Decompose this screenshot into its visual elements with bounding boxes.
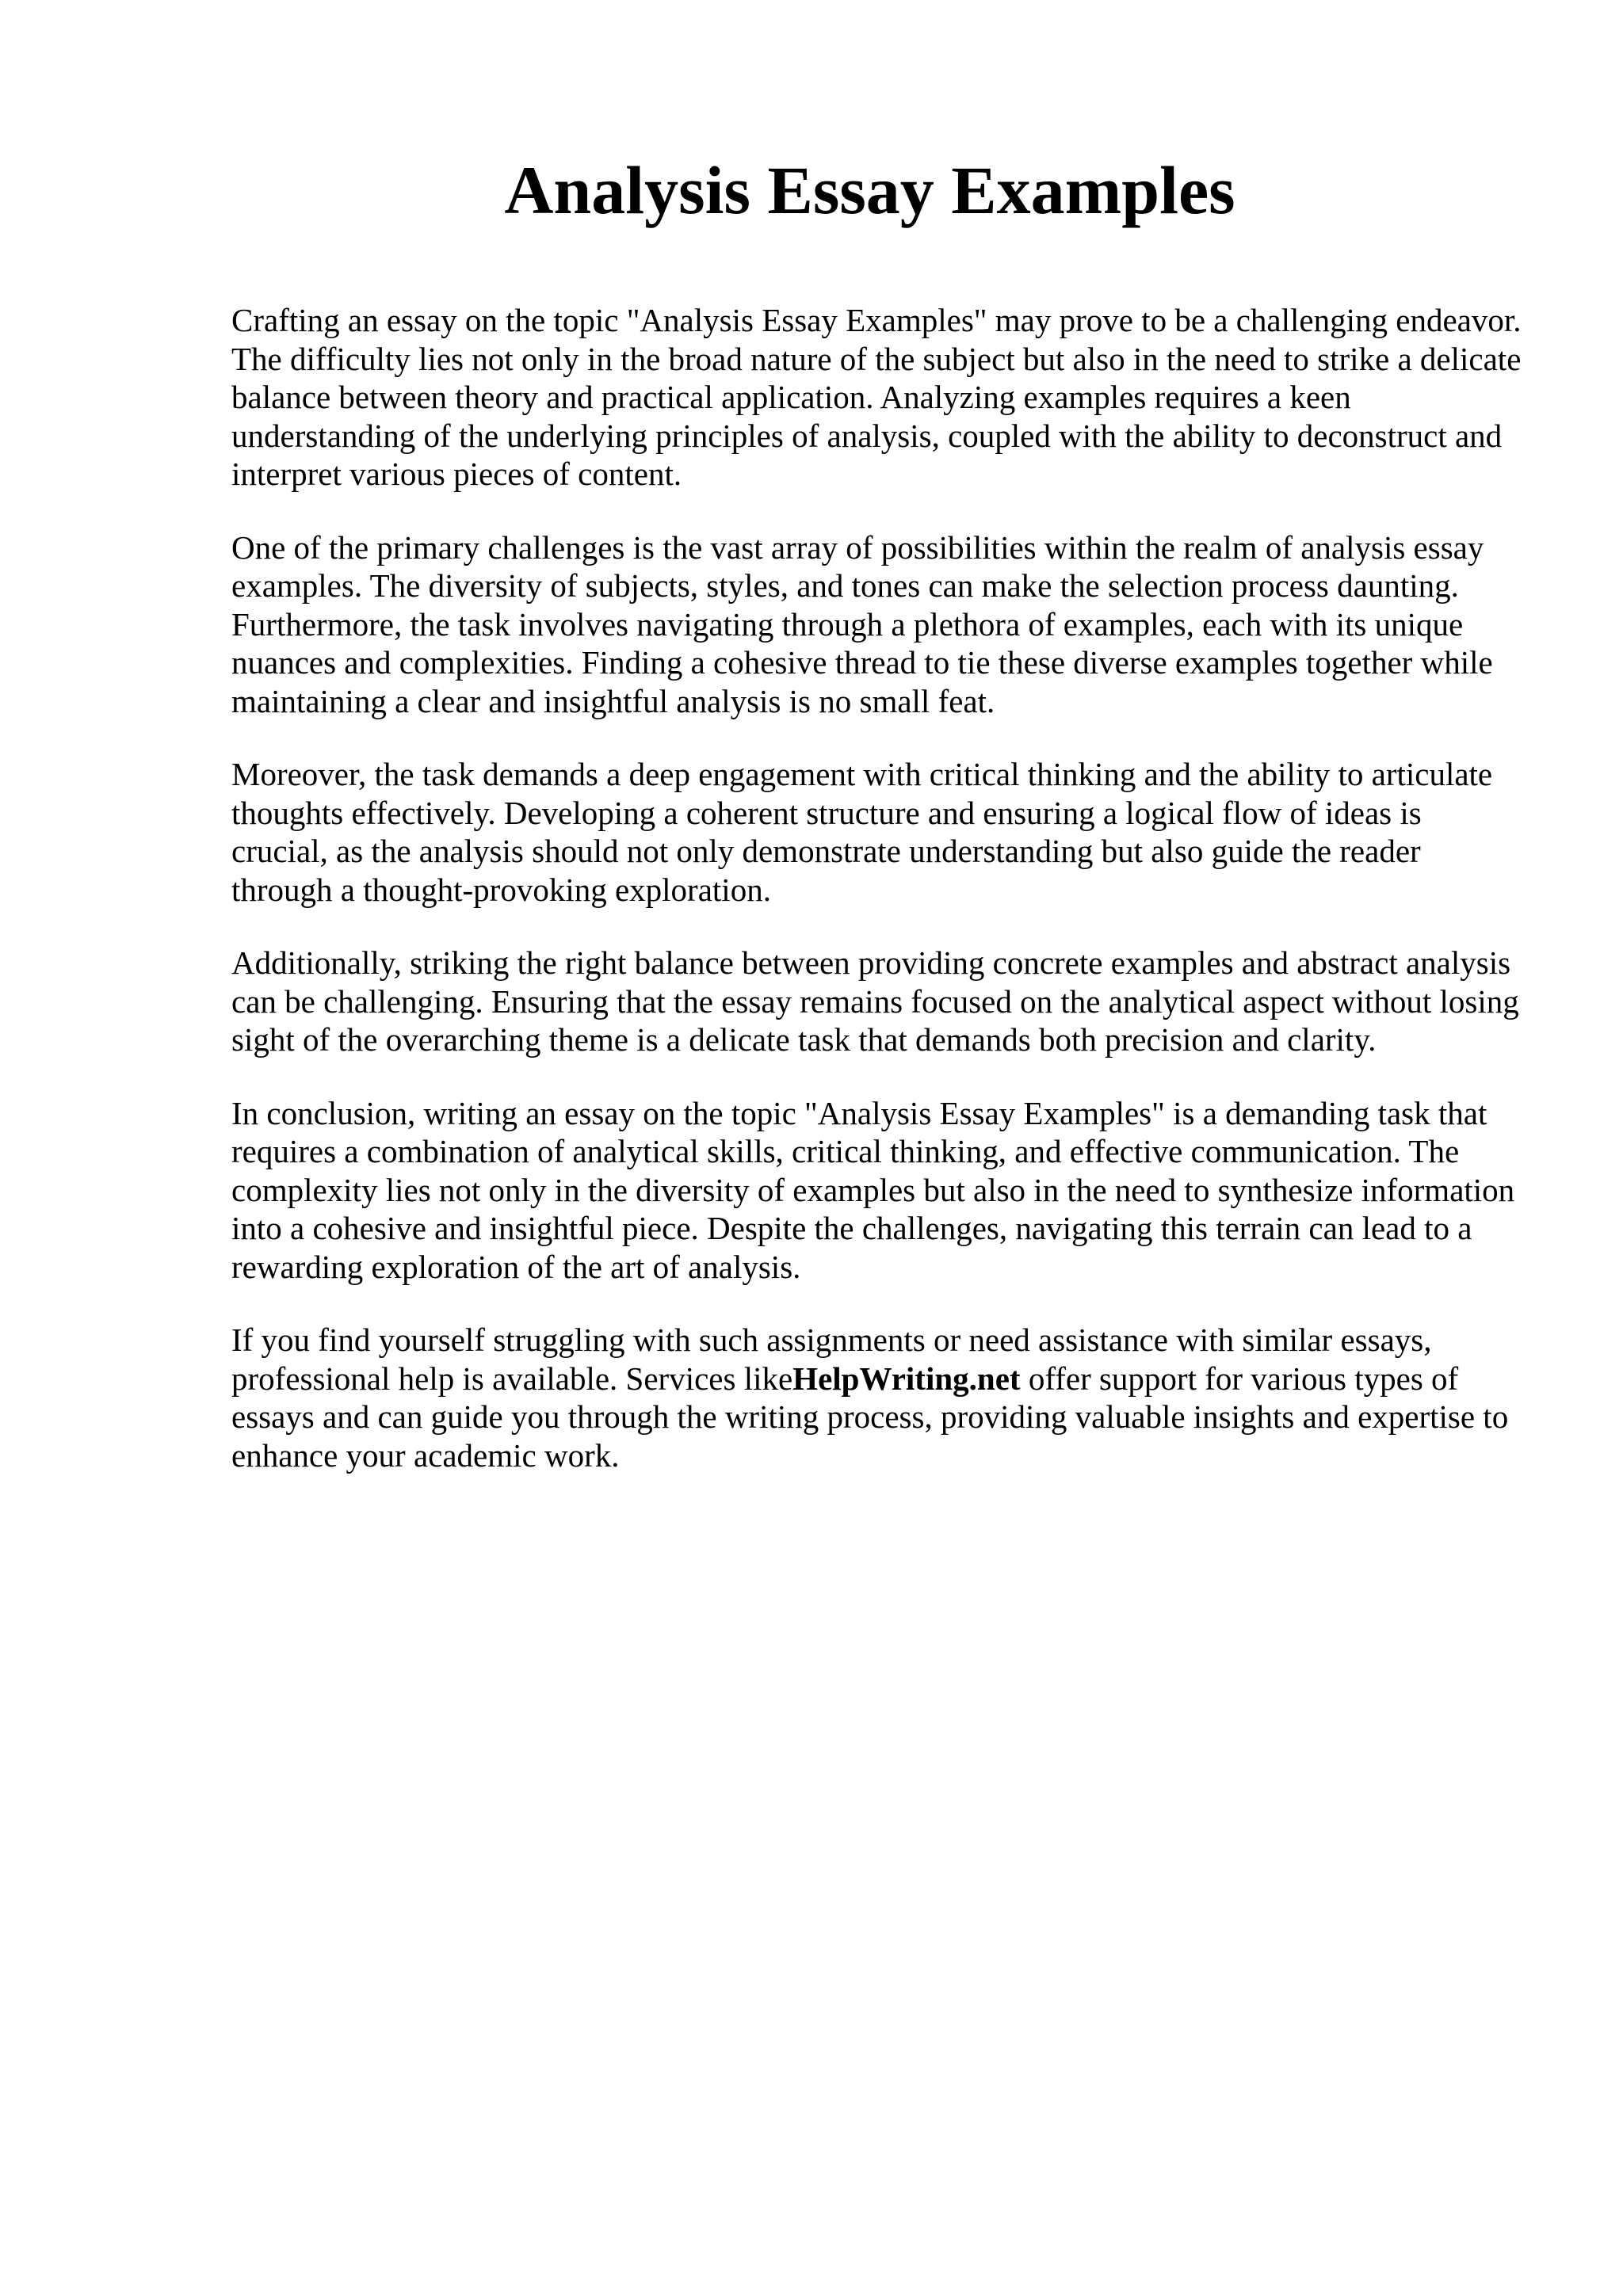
helpwriting-brand-link[interactable]: HelpWriting.net bbox=[792, 1360, 1021, 1397]
document-title: Analysis Essay Examples bbox=[504, 152, 1235, 228]
paragraph-4: Additionally, striking the right balance between providing concrete examples and abstract analysis can be challenging. Ensuring that the essay remains focused on the analytical aspect without losing sight of the overarching theme is a delicate task that demands both precision and clarity. bbox=[231, 944, 1519, 1058]
paragraph-5: In conclusion, writing an essay on the topic "Analysis Essay Examples" is a demanding task that requires a combination of analytical skills, critical thinking, and effective communication. The complexity lies not only in the diversity of examples but also in the need to synthesize information into a cohesive and insightful piece. Despite the challenges, navigating this terrain can lead to a rewarding exploration of the art of analysis. bbox=[231, 1094, 1515, 1285]
paragraph-1: Crafting an essay on the topic "Analysis Essay Examples" may prove to be a challenging endeavor. The difficulty lies not only in the broad nature of the subject but also in the need to strike a delicate balance between theory and practical application. Analyzing examples requires a keen understanding of the underlying principles of analysis, coupled with the ability to deconstruct and interpret various pieces of content. bbox=[231, 302, 1522, 492]
closing-text-after: offer support for various types of essays and can guide you through the writing process, providing valuable insights and expertise to enhance your academic work. bbox=[231, 1360, 1509, 1474]
paragraph-2: One of the primary challenges is the vast array of possibilities within the realm of analysis essay examples. The diversity of subjects, styles, and tones can make the selection process daunting. Furthermore, the task involves navigating through a plethora of examples, each with its unique nuances and complexities. Finding a cohesive thread to tie these diverse examples together while maintaining a clear and insightful analysis is no small feat. bbox=[231, 528, 1493, 719]
closing-text-before: If you find yourself struggling with such assignments or need assistance with similar essays, professional help is available. Services like bbox=[231, 1322, 1432, 1397]
paragraph-3: Moreover, the task demands a deep engagement with critical thinking and the ability to articulate thoughts effectively. Developing a coherent structure and ensuring a logical flow of ideas is crucial, as the analysis should not only demonstrate understanding but also guide the reader through a thought-provoking exploration. bbox=[231, 756, 1493, 908]
closing-paragraph bbox=[231, 1321, 1523, 1474]
document-body bbox=[231, 301, 1523, 1509]
